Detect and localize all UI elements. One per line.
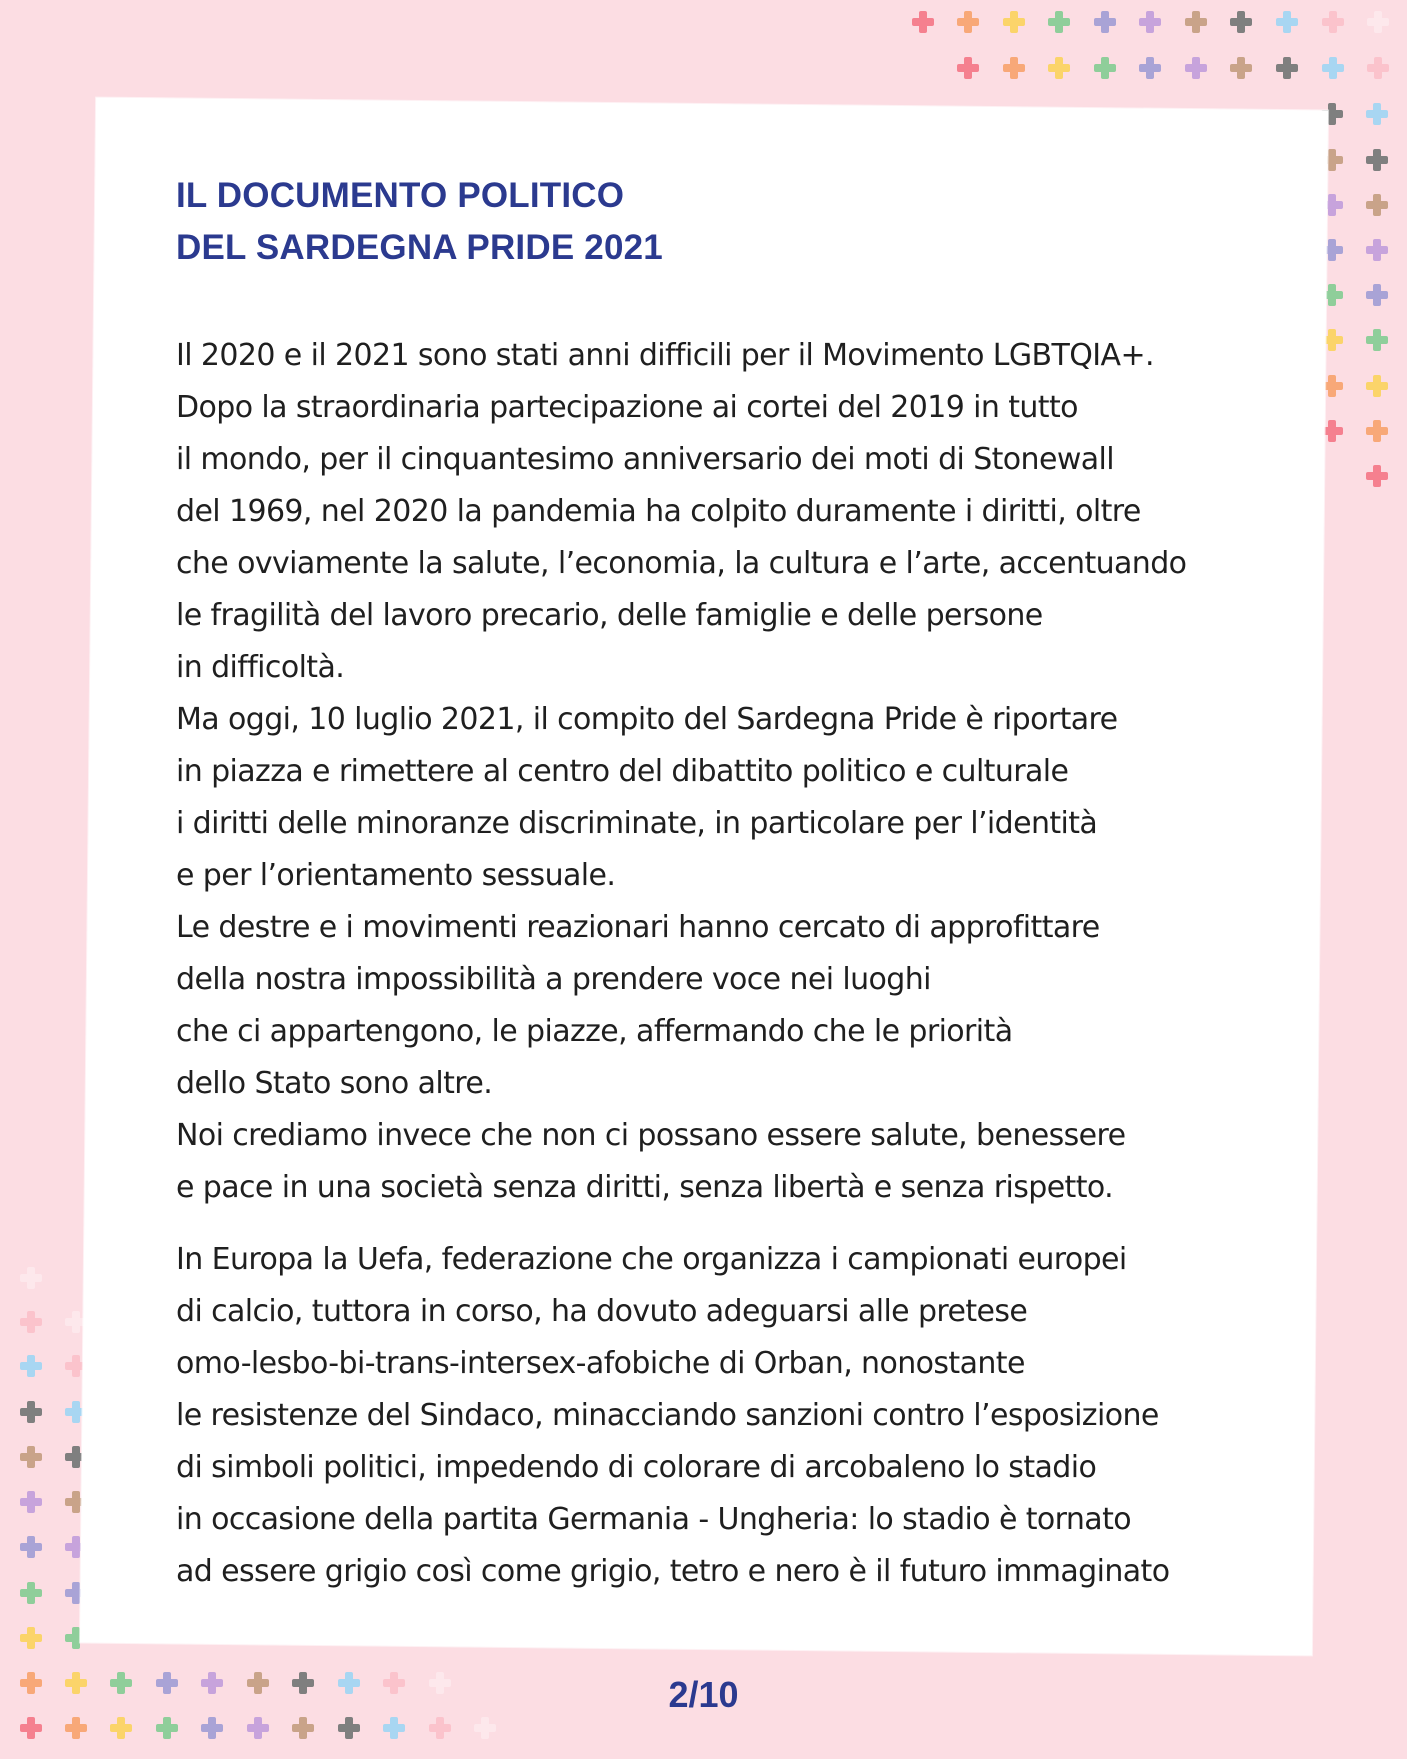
text-line: della nostra impossibilità a prendere voce nei luoghi	[176, 962, 931, 997]
text-line: ad essere grigio così come grigio, tetro e nero è il futuro immaginato	[176, 1554, 1170, 1589]
text-line: e per l’orientamento sessuale.	[176, 858, 616, 893]
plus-icon	[1322, 57, 1344, 79]
paragraph	[176, 330, 1236, 1214]
text-line: le fragilità del lavoro precario, delle famiglie e delle persone	[176, 598, 1043, 633]
title-line: DEL SARDEGNA PRIDE 2021	[176, 228, 663, 267]
plus-icon	[20, 1717, 42, 1739]
plus-icon	[1367, 11, 1389, 33]
paragraph	[176, 1234, 1236, 1598]
text-line: In Europa la Uefa, federazione che organizza i campionati europei	[176, 1242, 1127, 1277]
plus-icon	[1366, 284, 1388, 306]
plus-icon	[292, 1717, 314, 1739]
plus-icon	[1366, 465, 1388, 487]
document-body	[176, 330, 1236, 1598]
text-line: Noi crediamo invece che non ci possano essere salute, benessere	[176, 1118, 1126, 1153]
plus-icon	[1366, 103, 1388, 125]
plus-icon	[1276, 11, 1298, 33]
plus-icon	[1367, 57, 1389, 79]
plus-icon	[1366, 375, 1388, 397]
text-line: omo-lesbo-bi-trans-intersex-afobiche di Orban, nonostante	[176, 1346, 1025, 1381]
plus-icon	[20, 1446, 42, 1468]
text-line: dello Stato sono altre.	[176, 1066, 493, 1101]
plus-icon	[957, 11, 979, 33]
plus-icon	[1139, 57, 1161, 79]
plus-icon	[20, 1627, 42, 1649]
plus-icon	[1003, 57, 1025, 79]
plus-icon	[1048, 11, 1070, 33]
text-line: Ma oggi, 10 luglio 2021, il compito del Sardegna Pride è riportare	[176, 702, 1118, 737]
plus-icon	[20, 1582, 42, 1604]
plus-icon	[912, 11, 934, 33]
text-line: di calcio, tuttora in corso, ha dovuto adeguarsi alle pretese	[176, 1294, 1028, 1329]
document-title	[176, 170, 1236, 274]
plus-icon	[1366, 329, 1388, 351]
page-number: 2/10	[668, 1674, 739, 1715]
plus-icon	[1185, 11, 1207, 33]
plus-icon	[110, 1717, 132, 1739]
plus-icon	[20, 1267, 42, 1289]
plus-icon	[1094, 11, 1116, 33]
plus-icon	[20, 1355, 42, 1377]
plus-icon	[20, 1311, 42, 1333]
plus-icon	[1048, 57, 1070, 79]
plus-icon	[1322, 11, 1344, 33]
text-line: e pace in una società senza diritti, senza libertà e senza rispetto.	[176, 1170, 1114, 1205]
text-line: i diritti delle minoranze discriminate, in particolare per l’identità	[176, 806, 1098, 841]
plus-icon	[1366, 420, 1388, 442]
plus-icon	[474, 1717, 496, 1739]
plus-icon	[1366, 239, 1388, 261]
text-line: Le destre e i movimenti reazionari hanno cercato di approfittare	[176, 910, 1100, 945]
plus-icon	[156, 1717, 178, 1739]
plus-icon	[20, 1536, 42, 1558]
text-line: Il 2020 e il 2021 sono stati anni difficili per il Movimento LGBTQIA+.	[176, 338, 1154, 373]
plus-icon	[1185, 57, 1207, 79]
plus-icon	[20, 1491, 42, 1513]
plus-icon	[65, 1717, 87, 1739]
plus-icon	[201, 1717, 223, 1739]
text-line: di simboli politici, impedendo di colorare di arcobaleno lo stadio	[176, 1450, 1097, 1485]
plus-icon	[957, 57, 979, 79]
plus-icon	[20, 1401, 42, 1423]
plus-icon	[383, 1717, 405, 1739]
text-line: in occasione della partita Germania - Ungheria: lo stadio è tornato	[176, 1502, 1132, 1537]
text-line: in difficoltà.	[176, 650, 345, 685]
text-line: del 1969, nel 2020 la pandemia ha colpito duramente i diritti, oltre	[176, 494, 1141, 529]
text-line: il mondo, per il cinquantesimo anniversario dei moti di Stonewall	[176, 442, 1115, 477]
document-content	[176, 170, 1236, 1598]
plus-icon	[1230, 57, 1252, 79]
plus-icon	[1139, 11, 1161, 33]
plus-icon	[429, 1717, 451, 1739]
text-line: Dopo la straordinaria partecipazione ai cortei del 2019 in tutto	[176, 390, 1078, 425]
plus-icon	[1366, 149, 1388, 171]
plus-icon	[247, 1717, 269, 1739]
text-line: le resistenze del Sindaco, minacciando sanzioni contro l’esposizione	[176, 1398, 1159, 1433]
plus-icon	[1276, 57, 1298, 79]
text-line: in piazza e rimettere al centro del dibattito politico e culturale	[176, 754, 1069, 789]
title-line: IL DOCUMENTO POLITICO	[176, 176, 625, 215]
text-line: che ovviamente la salute, l’economia, la cultura e l’arte, accentuando	[176, 546, 1187, 581]
plus-icon	[1003, 11, 1025, 33]
plus-icon	[1094, 57, 1116, 79]
plus-icon	[338, 1717, 360, 1739]
plus-icon	[1366, 194, 1388, 216]
plus-icon	[1230, 11, 1252, 33]
text-line: che ci appartengono, le piazze, affermando che le priorità	[176, 1014, 1013, 1049]
